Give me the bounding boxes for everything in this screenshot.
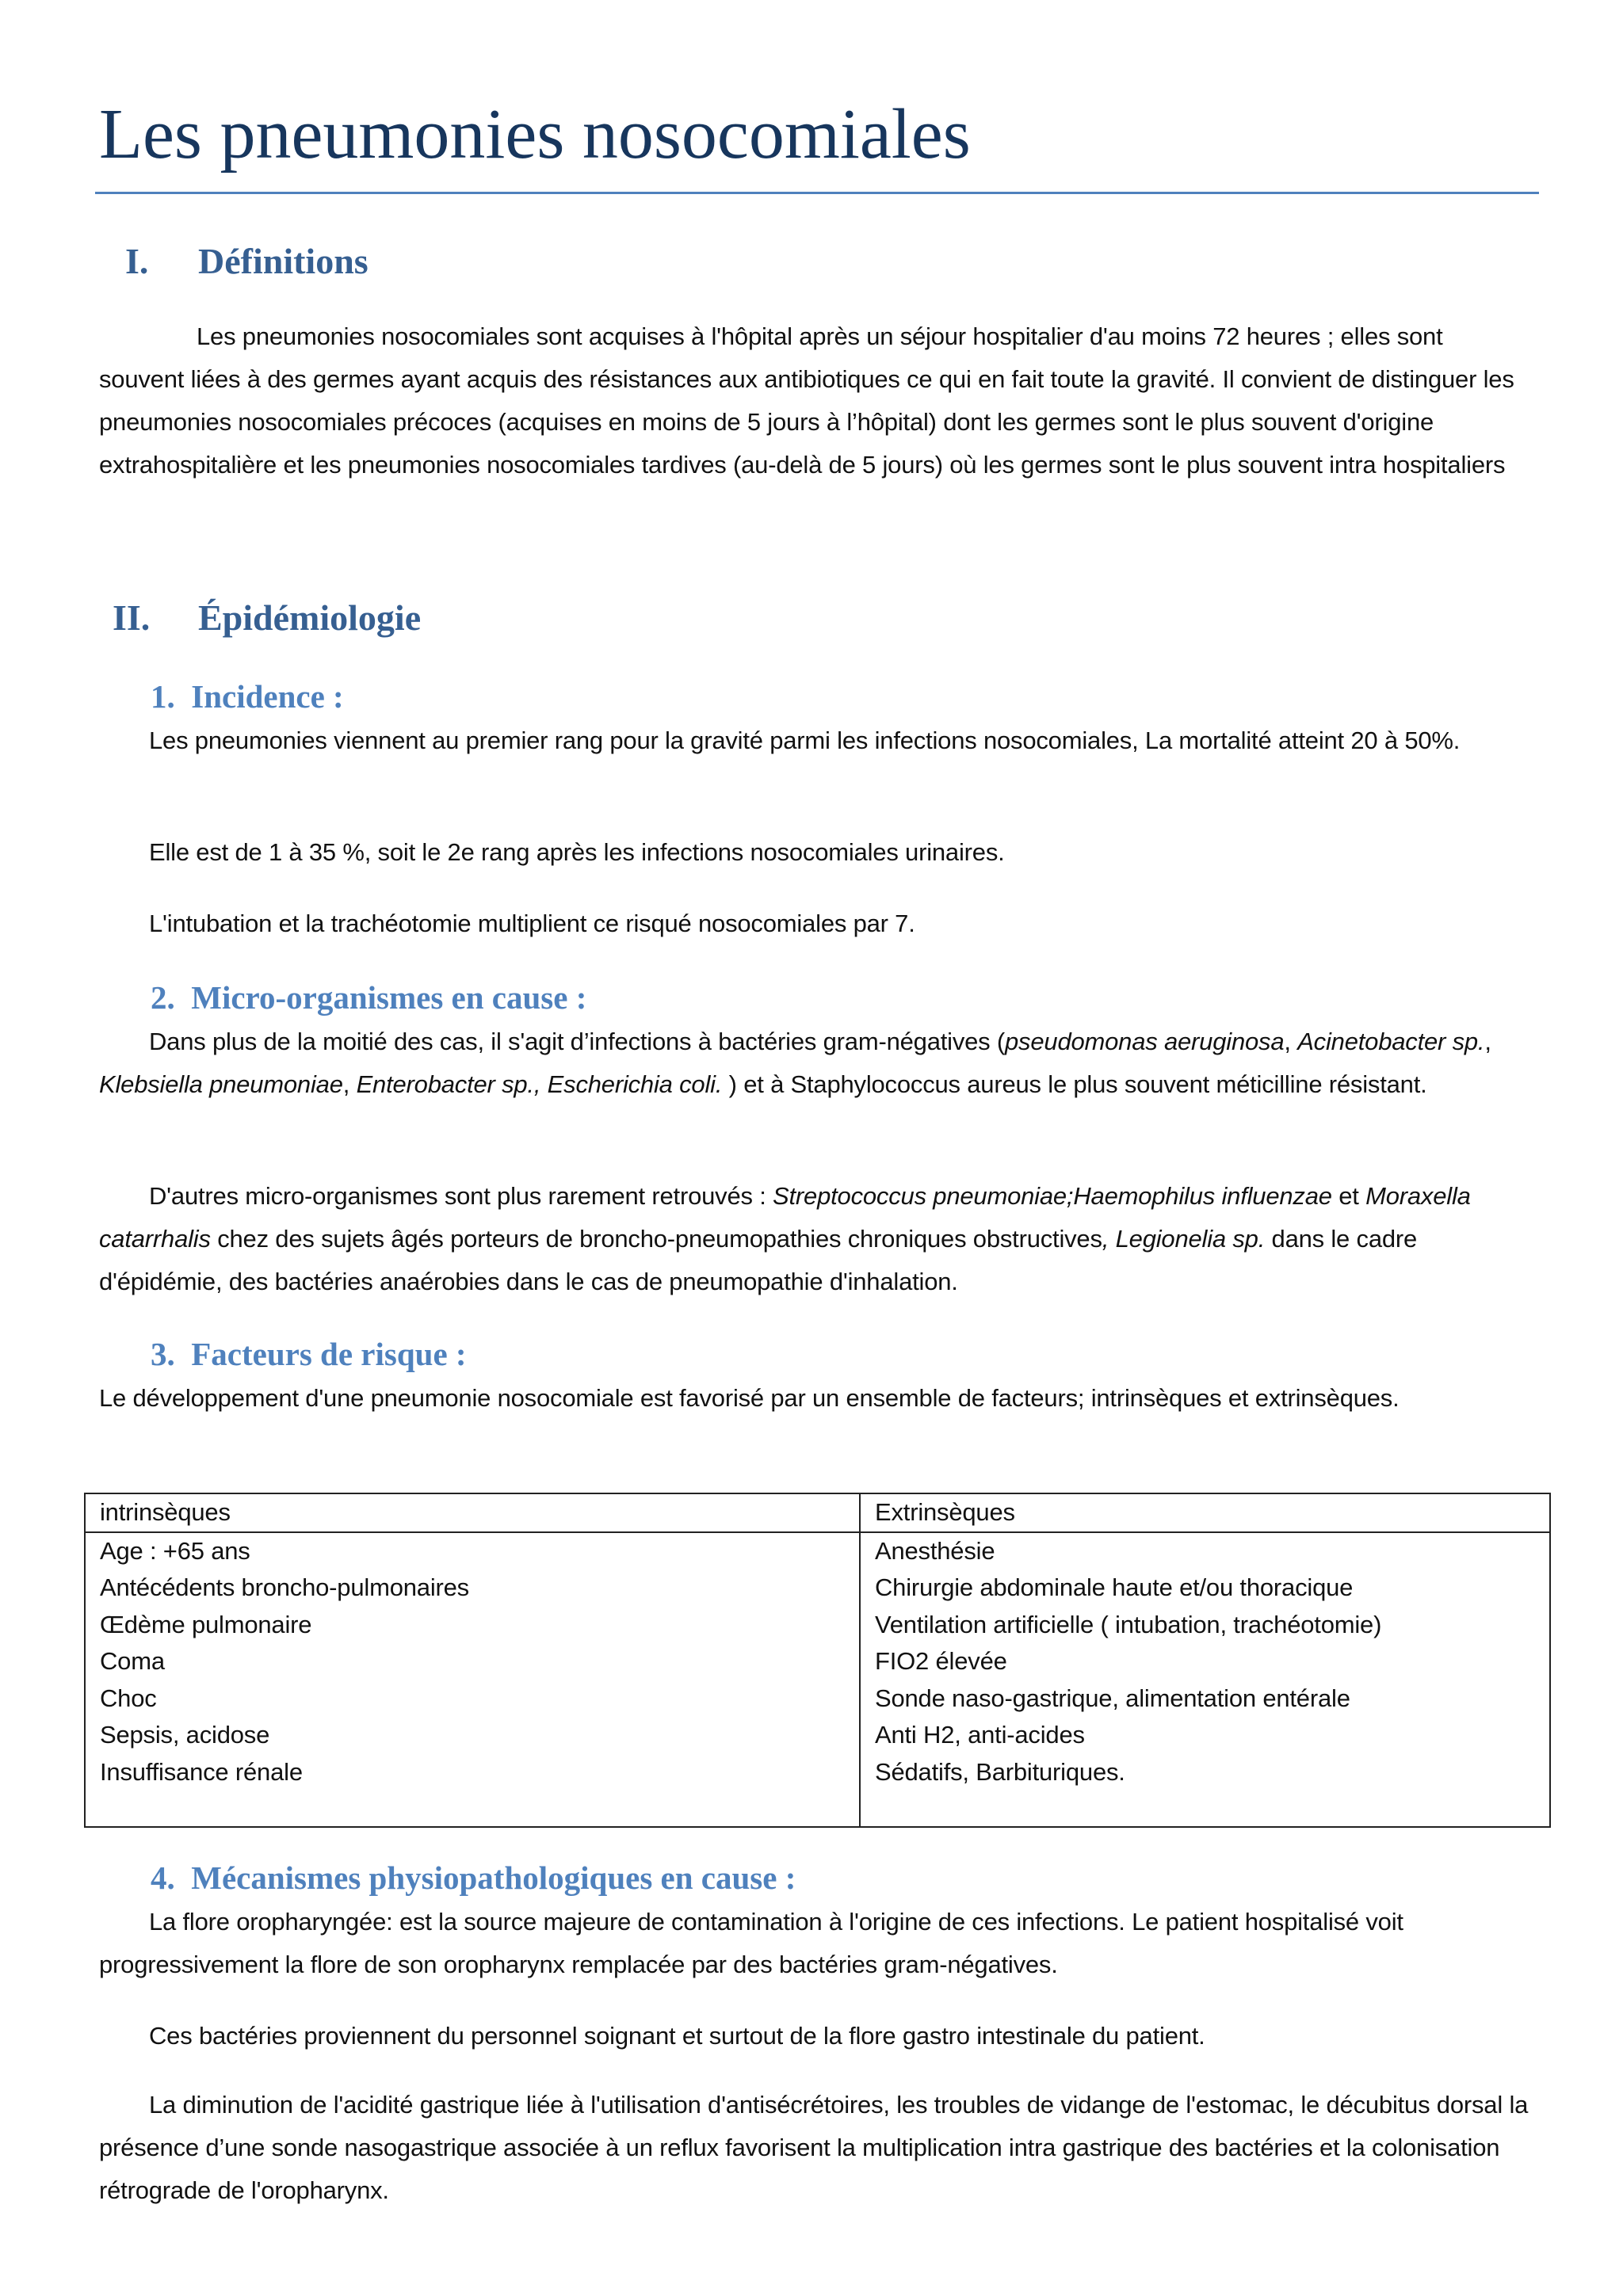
section-heading-definitions [125, 238, 601, 285]
table-header-cell: Extrinsèques [860, 1493, 1550, 1532]
species-name: Streptococcus pneumoniae;Haemophilus influenzae [773, 1182, 1332, 1210]
species-name: , Legionelia sp. [1102, 1225, 1266, 1253]
subheading-title: Mécanismes physiopathologiques en cause : [191, 1859, 796, 1896]
list-item: Œdème pulmonaire [100, 1610, 312, 1638]
paragraph-text: Les pneumonies viennent au premier rang pour la gravité parmi les infections nosocomiales, La mortalité atteint 20 à 50%. [149, 727, 1461, 754]
risk-factors-table [84, 1493, 1551, 1828]
subheading-mecanismes [151, 1856, 796, 1899]
list-item: Insuffisance rénale [100, 1757, 303, 1786]
list-item: Anesthésie [875, 1536, 995, 1565]
subheading-incidence [151, 675, 344, 718]
text: chez des sujets âgés porteurs de broncho-pneumopathies chroniques obstructives [210, 1225, 1102, 1253]
text: ) et à Staphylococcus aureus le plus souvent méticilline résistant. [722, 1070, 1427, 1098]
paragraph-text: Le développement d'une pneumonie nosocomiale est favorisé par un ensemble de facteurs; intrinsèques et extrinsèques. [99, 1384, 1400, 1412]
paragraph-text: Les pneumonies nosocomiales sont acquises à l'hôpital après un séjour hospitalier d'au moins 72 heures ; elles sont souvent liées à des germes ayant acquis des résistances aux antibiotiques ce qui en fait toute la gravité. Il convient de distinguer les pneumonies nosocomiales précoces (acquises en moins de 5 jours à l’hôpital) dont les germes sont le plus souvent d'origine extrahospitalière et les pneumonies nosocomiales tardives (au-delà de 5 jours) où les germes sont le plus souvent intra hospitaliers [99, 322, 1514, 479]
paragraph [99, 2015, 1533, 2058]
paragraph-text: La diminution de l'acidité gastrique liée à l'utilisation d'antisécrétoires, les troubles de vidange de l'estomac, le décubitus dorsal la présence d’une sonde nasogastrique associée à un reflux favorisent la multiplication intra gastrique des bactéries et la colonisation rétrograde de l'oropharynx. [99, 2091, 1529, 2204]
subheading-number: 1. [151, 678, 175, 715]
subheading-number: 3. [151, 1336, 175, 1372]
subheading-micro-organismes [151, 976, 586, 1019]
text: , [342, 1070, 357, 1098]
paragraph-text: Ces bactéries proviennent du personnel soignant et surtout de la flore gastro intestinale du patient. [149, 2022, 1205, 2050]
section-number: I. [125, 241, 149, 281]
subheading-number: 4. [151, 1859, 175, 1896]
species-name: pseudomonas aeruginosa [1005, 1028, 1285, 1055]
paragraph-text: Elle est de 1 à 35 %, soit le 2e rang après les infections nosocomiales urinaires. [149, 838, 1005, 866]
subheading-title: Micro-organismes en cause : [191, 979, 587, 1016]
subheading-title: Facteurs de risque : [191, 1336, 467, 1372]
paragraph [99, 1175, 1533, 1303]
section-title: Définitions [198, 241, 369, 281]
page-title: Les pneumonies nosocomiales [99, 95, 971, 174]
paragraph [99, 1901, 1533, 1986]
paragraph [99, 719, 1533, 762]
list-item: FIO2 élevée [875, 1647, 1007, 1675]
subheading-title: Incidence : [191, 678, 344, 715]
table-header-row [85, 1493, 1550, 1532]
text: dans le cadre d'épidémie, des bactéries anaérobies dans le cas de pneumopathie d'inhalation. [99, 1225, 1418, 1295]
section-title: Épidémiologie [198, 597, 422, 638]
text: et [1331, 1182, 1366, 1210]
paragraph [99, 1020, 1533, 1106]
table-header-cell: intrinsèques [85, 1493, 860, 1532]
paragraph [99, 1377, 1533, 1420]
intrinsic-factors-cell [85, 1532, 860, 1828]
paragraph-definitions [99, 315, 1533, 486]
list-item: Sonde naso-gastrique, alimentation entérale [875, 1684, 1350, 1712]
species-name: Acinetobacter sp. [1297, 1028, 1485, 1055]
species-name: Enterobacter sp., Escherichia coli. [356, 1070, 723, 1098]
table-row [85, 1532, 1550, 1828]
list-item: Age : +65 ans [100, 1536, 250, 1565]
extrinsic-factors-cell [860, 1532, 1550, 1828]
list-item: Choc [100, 1684, 157, 1712]
subheading-number: 2. [151, 979, 175, 1016]
list-item: Sédatifs, Barbituriques. [875, 1757, 1125, 1786]
paragraph-text: L'intubation et la trachéotomie multiplient ce risqué nosocomiales par 7. [149, 910, 915, 937]
list-item: Ventilation artificielle ( intubation, trachéotomie) [875, 1610, 1382, 1638]
section-heading-epidemiologie [113, 594, 667, 642]
text: Dans plus de la moitié des cas, il s'agit d’infections à bactéries gram-négatives ( [149, 1028, 1006, 1055]
text: D'autres micro-organismes sont plus rarement retrouvés : [149, 1182, 773, 1210]
text: , [1484, 1028, 1491, 1055]
species-name: Klebsiella pneumoniae [99, 1070, 343, 1098]
paragraph-text: La flore oropharyngée: est la source majeure de contamination à l'origine de ces infections. Le patient hospitalisé voit progressivement la flore de son oropharynx remplacée par des bactéries gram-négatives. [99, 1908, 1403, 1978]
list-item: Chirurgie abdominale haute et/ou thoracique [875, 1573, 1354, 1601]
list-item: Antécédents broncho-pulmonaires [100, 1573, 469, 1601]
paragraph [99, 902, 1533, 945]
paragraph [99, 2084, 1533, 2212]
paragraph [99, 831, 1533, 874]
section-number: II. [113, 597, 151, 638]
species-name: Moraxella catarrhalis [99, 1182, 1471, 1253]
list-item: Coma [100, 1647, 165, 1675]
title-underline [95, 192, 1539, 194]
text: , [1284, 1028, 1298, 1055]
subheading-facteurs-de-risque [151, 1333, 467, 1375]
list-item: Anti H2, anti-acides [875, 1721, 1085, 1749]
list-item: Sepsis, acidose [100, 1721, 270, 1749]
